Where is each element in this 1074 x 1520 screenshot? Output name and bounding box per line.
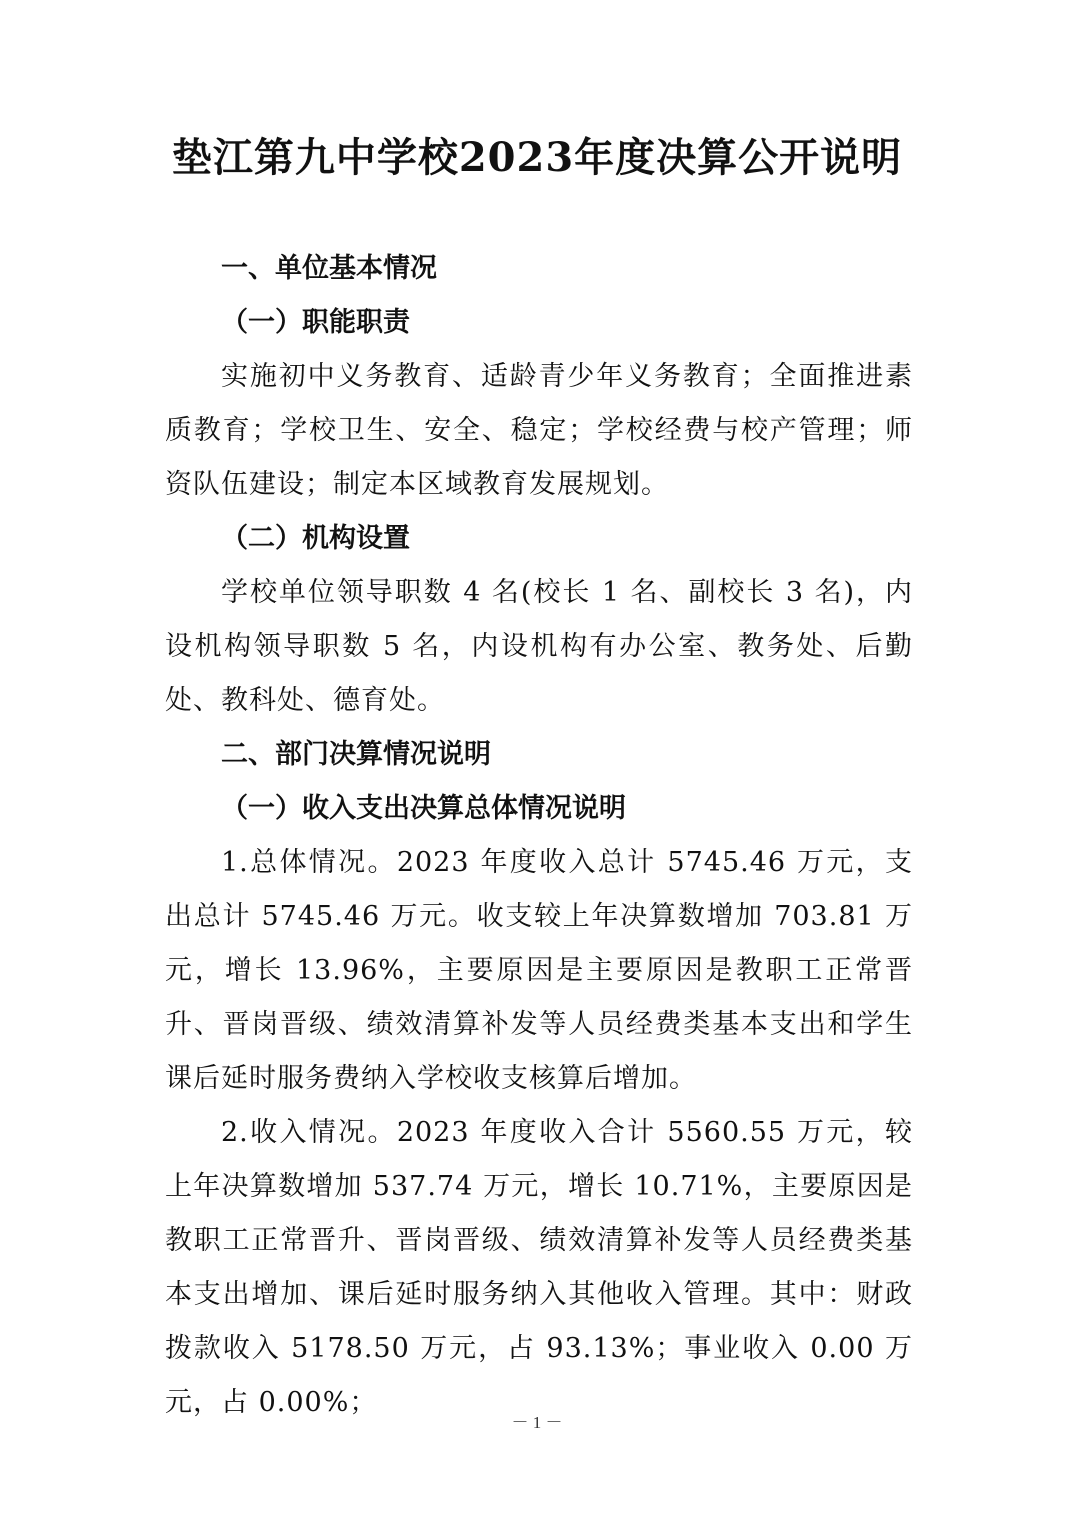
paragraph-income	[165, 1106, 913, 1430]
paragraph-structure: 学校单位领导职数 4 名(校长 1 名、副校长 3 名)，内设机构领导职数 5 名，内设机构有办公室、教务处、后勤处、教科处、德育处。	[165, 577, 913, 716]
document-body	[165, 242, 913, 1430]
paragraph-duties: 实施初中义务教育、适龄青少年义务教育；全面推进素质教育；学校卫生、安全、稳定；学校经费与校产管理；师资队伍建设；制定本区域教育发展规划。	[165, 361, 913, 500]
subsection-heading-duties: （一）职能职责	[221, 307, 410, 338]
subsection-heading-structure: （二）机构设置	[221, 523, 410, 554]
subsection-heading-overview: （一）收入支出决算总体情况说明	[221, 793, 626, 824]
paragraph-overall	[165, 836, 913, 1106]
paragraph-overall-lead: 1.总体情况。	[221, 847, 397, 878]
section-heading-1: 一、单位基本情况	[221, 253, 437, 284]
paragraph-overall-text: 2023 年度收入总计 5745.46 万元，支出总计 5745.46 万元。收支较上年决算数增加 703.81 万元，增长 13.96%，主要原因是主要原因是教职工正常晋升、晋岗晋级、绩效清算补发等人员经费类基本支出和学生课后延时服务费纳入学校收支核算后增加。	[165, 847, 913, 1094]
page-number: － 1 －	[511, 1413, 563, 1432]
document-title: 垫江第九中学校2023年度决算公开说明	[171, 134, 903, 181]
paragraph-income-lead: 2.收入情况。	[221, 1117, 397, 1148]
section-heading-2: 二、部门决算情况说明	[221, 739, 491, 770]
paragraph-income-text: 2023 年度收入合计 5560.55 万元，较上年决算数增加 537.74 万元，增长 10.71%，主要原因是教职工正常晋升、晋岗晋级、绩效清算补发等人员经费类基本支出增加、课后延时服务纳入其他收入管理。其中：财政拨款收入 5178.50 万元，占 93.13%；事业收入 0.00 万元，占 0.00%；	[165, 1117, 913, 1418]
